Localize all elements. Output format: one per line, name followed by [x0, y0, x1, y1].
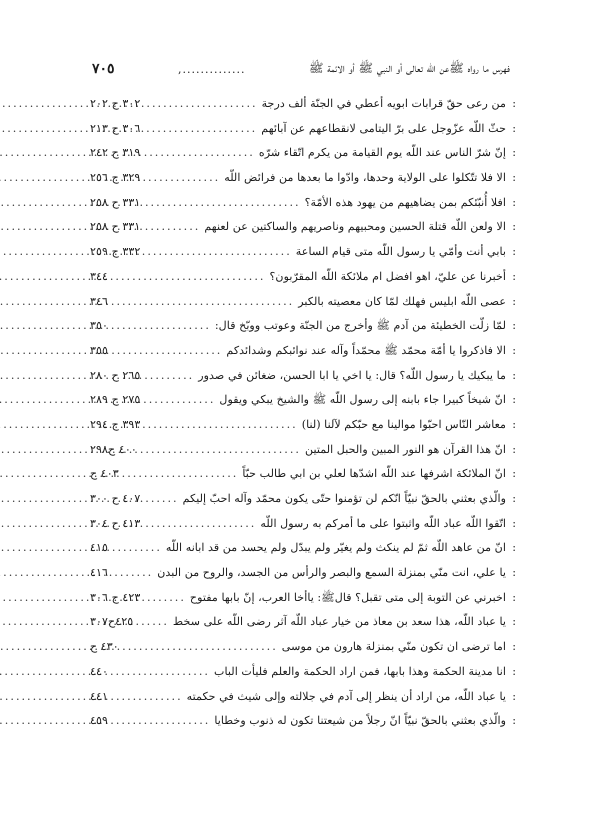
- entry-page-reference: ٤٥٩: [90, 714, 109, 728]
- index-entry: [90, 512, 516, 537]
- entry-page-reference: ٣٣٢ ح ٢٥٩: [90, 245, 141, 259]
- entry-text: والّذي بعثني بالحقّ نبيّاً انّكم لن تؤمنوا حتّى يكون محمّد وآله احبّ إليكم: [182, 492, 506, 505]
- entry-text: أخبرنا عن عليّ، اهو افضل ام ملائكة اللّه المقرّبون؟: [269, 269, 506, 283]
- entry-bullet-colon: :: [512, 442, 516, 456]
- index-entry: [90, 561, 516, 586]
- entry-text: اما ترضى ان تكون منّي بمنزلة هارون من موسى: [281, 640, 506, 654]
- entry-text: انّ شيخاً كبيرا جاء بابنه إلى رسول اللّه ﷺ والشيخ يبكي ويقول: [219, 393, 506, 407]
- entry-page-reference: ٣٠٢ ح ٢٠٢: [90, 97, 141, 110]
- index-entry: [90, 660, 516, 685]
- index-entry: [90, 215, 516, 240]
- page-number: ٧٠٥: [92, 61, 115, 77]
- entry-bullet-colon: :: [512, 171, 516, 185]
- dot-leader: [144, 388, 215, 413]
- entry-text: انا مدينة الحكمة وهذا بابها، فمن اراد الحكمة والعلم فليأت الباب: [213, 664, 506, 678]
- index-entry: [90, 635, 516, 660]
- dot-leader: [144, 117, 257, 142]
- entry-page-reference: ٢٦٥ ح ٢٨٠: [90, 368, 141, 382]
- entry-page-reference: ٣٩٣ ح ٢٩٤: [90, 417, 141, 431]
- entry-text: يا عباد اللّه، هذا سعد بن معاذ من خيار عباد اللّه آثر رضى اللّه على سخط: [172, 615, 506, 629]
- entry-text: من رعى حقّ قرابات ابويه أعطي في الجنّة ألف درجة: [261, 97, 506, 110]
- dot-leader: [112, 339, 222, 364]
- entry-page-reference: ٣١٩ ح ٢٤٢: [90, 146, 141, 160]
- entry-bullet-colon: :: [512, 245, 516, 259]
- entry-text: حثّ اللّه عزّوجل على برّ اليتامى لانقطاعهم عن آبائهم: [261, 121, 506, 135]
- entry-bullet-colon: :: [512, 146, 516, 160]
- entry-bullet-colon: :: [512, 393, 516, 407]
- entry-bullet-colon: :: [512, 689, 516, 703]
- entry-bullet-colon: :: [512, 467, 516, 481]
- entry-page-reference: ٣٢٩ ح ٢٥٦: [90, 171, 141, 185]
- entry-text: افلا أُنبّئكم بمن يضاهيهم من يهود هذه الأمّة؟: [304, 195, 506, 209]
- index-entry: [90, 166, 516, 191]
- entry-bullet-colon: :: [512, 590, 516, 604]
- index-entry: [90, 586, 516, 611]
- entry-page-reference: ٤٤٠: [90, 664, 109, 678]
- dot-leader: [144, 512, 256, 537]
- entry-bullet-colon: :: [512, 195, 516, 209]
- entry-page-reference: ٣٠٦ ح ٢١٣: [90, 121, 141, 135]
- entry-bullet-colon: :: [512, 417, 516, 431]
- dot-leader: [141, 438, 301, 463]
- dot-leader: [112, 685, 183, 710]
- entry-bullet-colon: :: [512, 566, 516, 580]
- entry-page-reference: ٤٠٠ ح٢٩٨: [90, 442, 137, 456]
- entry-bullet-colon: :: [512, 541, 516, 555]
- running-header-title: فهرس ما رواه ﷺعن اللّه تعالى أو النبي ﷺ أو الائمة ﷺ: [308, 60, 510, 75]
- entry-text: ما يبكيك يا رسول اللّه؟ قال: يا اخي يا ابا الحسن، ضغائن في صدور: [198, 368, 506, 382]
- dot-leader: [144, 586, 185, 611]
- entry-page-reference: ٤٢٥ح٣٠٧: [90, 615, 134, 629]
- entry-text: يا عباد اللّه، من اراد أن ينظر إلى آدم في جلالته وإلى شيث في حكمته: [186, 689, 506, 703]
- dot-leader: [137, 610, 169, 635]
- entry-page-reference: ٣٣١ ح ٢٥٨: [90, 195, 141, 209]
- entry-text: لمّا زلّت الخطيئة من آدم ﷺ وأخرج من الجنّة وعوتب ووبّخ قال:: [214, 319, 506, 333]
- entry-text: الا ولعن اللّه قتلة الحسين ومحبيهم وناصريهم والساكتين عن لعنهم: [204, 220, 506, 234]
- entry-bullet-colon: :: [512, 121, 516, 135]
- entry-page-reference: ٤١٣ ح ٣٠٤: [90, 516, 141, 530]
- entry-bullet-colon: :: [512, 220, 516, 234]
- entry-text: انّ هذا القرآن هو النور المبين والحبل المتين: [304, 442, 506, 456]
- index-entry: [90, 265, 516, 290]
- entry-page-reference: ٤٢٣ ح ٣٠٦: [90, 590, 141, 604]
- entry-text: اخبرني عن التوبة إلى متى تقبل؟ قالﷺ: ياأخا العرب، إنّ بابها مفتوح: [189, 590, 506, 604]
- index-entries-list: [90, 92, 516, 734]
- entry-bullet-colon: :: [512, 640, 516, 654]
- entry-page-reference: ٣٤٦: [90, 294, 109, 308]
- index-entry: [90, 117, 516, 142]
- dot-leader: [144, 92, 257, 117]
- entry-page-reference: ٤٠٣ ح: [90, 467, 119, 481]
- index-entry: [90, 709, 516, 734]
- entry-page-reference: ٣٥٥: [90, 343, 109, 357]
- index-entry: [90, 487, 516, 512]
- entry-page-reference: ٤٠٧ ح ٣٠٠: [90, 492, 141, 505]
- dot-leader: [144, 364, 194, 389]
- index-entry: [90, 438, 516, 463]
- dot-leader: [144, 487, 178, 512]
- entry-text: الا فلا تتّكلوا على الولاية وحدها، وادّوا ما بعدها من فرائض اللّه: [224, 171, 506, 185]
- entry-bullet-colon: :: [512, 516, 516, 530]
- entry-bullet-colon: :: [512, 714, 516, 728]
- entry-page-reference: ٤١٥: [90, 541, 109, 555]
- entry-text: انّ من عاهد اللّه ثمّ لم ينكث ولم يغيّر ولم يبدّل ولم يحسد من قد ابانه اللّه: [165, 541, 506, 555]
- entry-text: معاشر النّاس احبّوا موالينا مع حبّكم لآلنا (لنا): [301, 417, 506, 431]
- index-entry: [90, 314, 516, 339]
- index-entry: [90, 240, 516, 265]
- index-entry: [90, 364, 516, 389]
- dot-leader: [144, 191, 300, 216]
- entry-text: انّ الملائكة اشرفها عند اللّه اشدّها لعلي بن ابي طالب حبّاً: [242, 467, 506, 481]
- entry-text: الا فاذكروا يا أمّة محمّد ﷺ محمّداً وآله عند نوائبكم وشدائدكم: [226, 343, 506, 357]
- entry-page-reference: ٣٣١ ح ٢٥٨: [90, 220, 141, 234]
- entry-text: عصى اللّه ابليس فهلك لمّا كان معصيته بالكبر: [298, 294, 506, 308]
- index-entry: [90, 191, 516, 216]
- header-separator: ..............,: [178, 62, 246, 76]
- dot-leader: [112, 709, 210, 734]
- dot-leader: [123, 635, 278, 660]
- index-entry: [90, 92, 516, 117]
- dot-leader: [123, 462, 239, 487]
- entry-bullet-colon: :: [512, 664, 516, 678]
- index-entry: [90, 462, 516, 487]
- index-entry: [90, 685, 516, 710]
- entry-bullet-colon: :: [512, 294, 516, 308]
- dot-leader: [144, 141, 254, 166]
- entry-bullet-colon: :: [512, 492, 516, 505]
- entry-bullet-colon: :: [512, 368, 516, 382]
- dot-leader: [144, 240, 291, 265]
- dot-leader: [112, 660, 210, 685]
- entry-bullet-colon: :: [512, 97, 516, 110]
- entry-page-reference: ٤١٦: [90, 566, 109, 580]
- entry-bullet-colon: :: [512, 615, 516, 629]
- entry-text: والّذي بعثني بالحقّ نبيّاً انّ رجلاً من شيعتنا تكون له ذنوب وخطايا: [214, 714, 506, 728]
- entry-page-reference: ٢٧٥ ح ٢٨٩: [90, 393, 141, 407]
- entry-page-reference: ٣٤٤: [90, 269, 109, 283]
- dot-leader: [112, 536, 162, 561]
- entry-bullet-colon: :: [512, 319, 516, 333]
- entry-bullet-colon: :: [512, 343, 516, 357]
- entry-text: اتّقوا اللّه عباد اللّه واثبتوا على ما أمركم به رسول اللّه: [260, 516, 506, 530]
- index-entry: [90, 536, 516, 561]
- dot-leader: [112, 265, 265, 290]
- dot-leader: [144, 166, 220, 191]
- page-header: [92, 56, 510, 82]
- entry-text: يا علي، انت منّي بمنزلة السمع والبصر والرأس من الجسد، والروح من البدن: [157, 566, 506, 580]
- index-entry: [90, 413, 516, 438]
- entry-page-reference: ٤٣٠ ح: [90, 640, 119, 654]
- entry-page-reference: ٤٤١: [90, 689, 109, 703]
- dot-leader: [144, 215, 200, 240]
- dot-leader: [112, 290, 294, 315]
- entry-text: إنّ شرّ الناس عند اللّه يوم القيامة من يكرم اتّقاء شرّه: [258, 146, 506, 160]
- dot-leader: [112, 314, 211, 339]
- dot-leader: [112, 561, 153, 586]
- index-entry: [90, 388, 516, 413]
- dot-leader: [144, 413, 297, 438]
- index-entry: [90, 339, 516, 364]
- index-entry: [90, 141, 516, 166]
- entry-page-reference: ٣٥٠: [90, 319, 109, 333]
- entry-bullet-colon: :: [512, 269, 516, 283]
- index-entry: [90, 290, 516, 315]
- entry-text: بابي أنت وأمّي يا رسول اللّه متى قيام الساعة: [295, 245, 506, 259]
- index-entry: [90, 610, 516, 635]
